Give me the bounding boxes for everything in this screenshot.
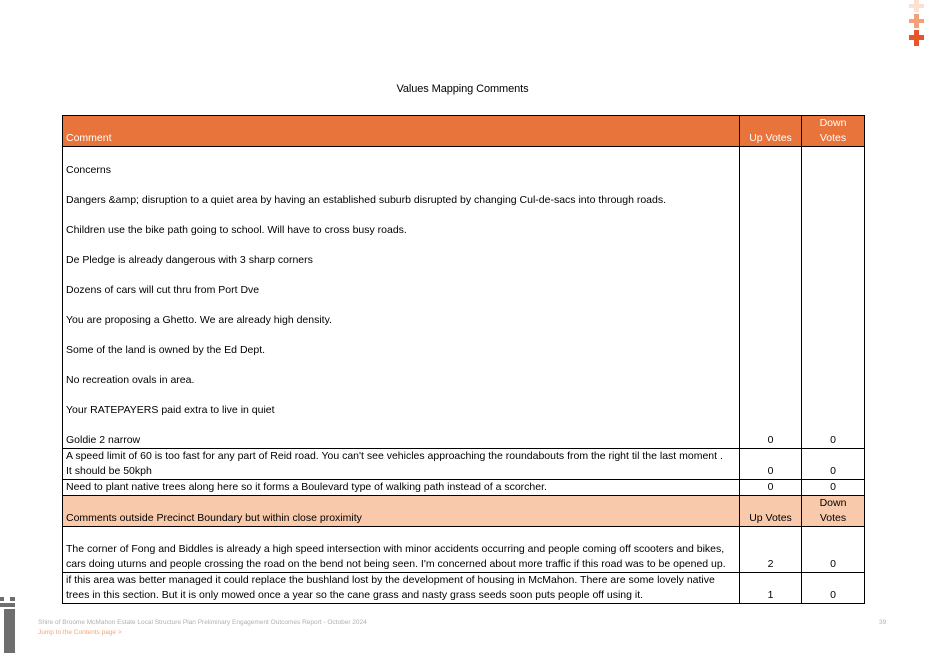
comment-line: Goldie 2 narrow <box>66 434 141 446</box>
down-votes-cell: 0 <box>802 527 865 573</box>
down-votes-cell: 0 <box>802 147 865 449</box>
comment-cell <box>63 147 740 449</box>
comment-line: cars doing uturns and people crossing the road on the bend not being seen. I'm concerned about more traffic if this road was to be opened up. <box>66 558 726 570</box>
header-up-votes: Up Votes <box>740 116 802 147</box>
comment-line: if this area was better managed it could replace the bushland lost by the development of housing in McMahon. There are some lovely native <box>66 574 715 586</box>
header-down-votes: Down Votes <box>802 116 865 147</box>
up-votes-cell: 0 <box>740 449 802 480</box>
page-title: Values Mapping Comments <box>396 83 529 95</box>
header-comment: Comment <box>63 116 740 147</box>
contents-link[interactable]: Jump to the Contents page > <box>38 629 122 636</box>
comment-line: trees in this section. But it is only mowed once a year so the cane grass and nasty grass seeds soon puts people off using it. <box>66 589 644 601</box>
brand-logo-icon <box>908 0 925 48</box>
comment-line: A speed limit of 60 is too fast for any part of Reid road. You can't see vehicles approaching the roundabouts from the right til the last moment . <box>66 450 723 462</box>
comment-line: De Pledge is already dangerous with 3 sharp corners <box>66 254 313 266</box>
comment-line: The corner of Fong and Biddles is already a high speed intersection with minor accidents occurring and people coming off scooters and bikes, <box>66 543 725 555</box>
down-votes-cell: 0 <box>802 449 865 480</box>
comment-line: Dozens of cars will cut thru from Port Dve <box>66 284 260 296</box>
comment-line: Dangers &amp; disruption to a quiet area by having an established suburb disrupted by changing Cul-de-sacs into through roads. <box>66 194 667 206</box>
section-down-votes-header: Down Votes <box>802 496 865 527</box>
table-row <box>63 527 865 573</box>
brand-mark-icon <box>0 597 17 653</box>
comment-cell <box>63 527 740 573</box>
comment-line: You are proposing a Ghetto. We are already high density. <box>66 314 332 326</box>
section-header <box>63 496 865 527</box>
comment-line: No recreation ovals in area. <box>66 374 195 386</box>
comments-table <box>62 115 865 604</box>
up-votes-cell: 1 <box>740 573 802 604</box>
up-votes-cell: 0 <box>740 480 802 496</box>
page-number: 39 <box>879 619 887 626</box>
comment-cell <box>63 449 740 480</box>
table-header <box>63 116 865 147</box>
comment-line: Concerns <box>66 164 111 176</box>
comment-line: Your RATEPAYERS paid extra to live in quiet <box>66 404 275 416</box>
comment-cell <box>63 573 740 604</box>
up-votes-cell: 2 <box>740 527 802 573</box>
down-votes-cell: 0 <box>802 573 865 604</box>
table-row <box>63 449 865 480</box>
comment-line: Some of the land is owned by the Ed Dept. <box>66 344 266 356</box>
table-row <box>63 147 865 449</box>
footer-text: Shire of Broome McMahon Estate Local Structure Plan Preliminary Engagement Outcomes Report - October 2024 <box>38 619 367 626</box>
section-up-votes-header: Up Votes <box>740 496 802 527</box>
comment-line: It should be 50kph <box>66 465 152 477</box>
table-row <box>63 480 865 496</box>
table-row <box>63 573 865 604</box>
comment-line: Children use the bike path going to school. Will have to cross busy roads. <box>66 224 407 236</box>
down-votes-cell: 0 <box>802 480 865 496</box>
comment-cell: Need to plant native trees along here so it forms a Boulevard type of walking path instead of a scorcher. <box>63 480 740 496</box>
up-votes-cell: 0 <box>740 147 802 449</box>
section-label: Comments outside Precinct Boundary but within close proximity <box>63 496 740 527</box>
